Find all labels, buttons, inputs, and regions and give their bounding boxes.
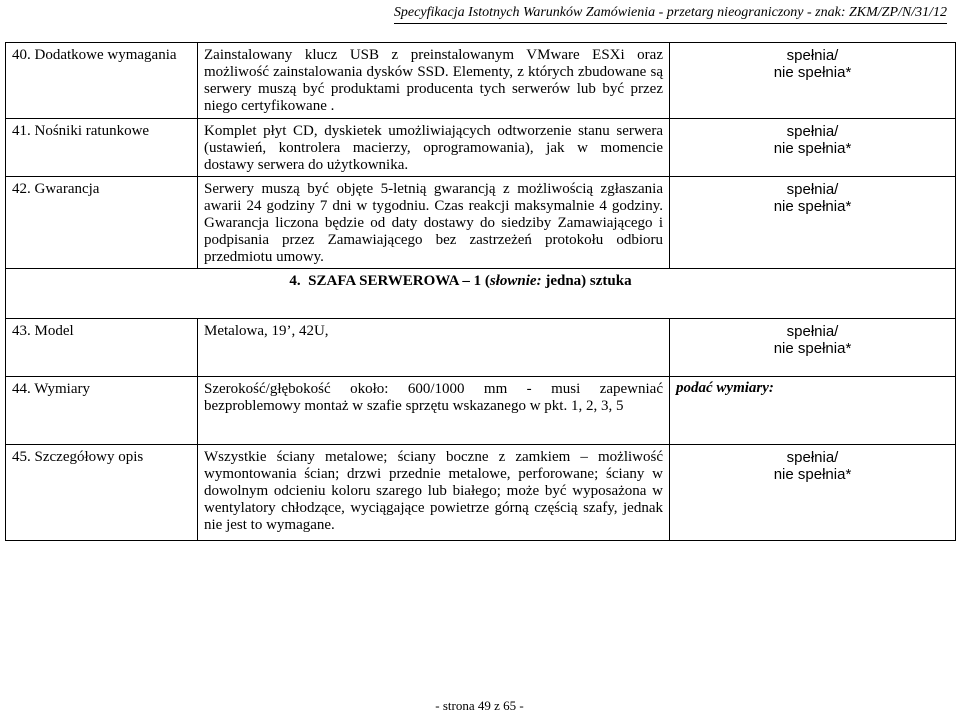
page-number: - strona 49 z 65 -	[435, 698, 524, 713]
table-row	[6, 445, 956, 541]
row-description: Metalowa, 19’, 42U,	[198, 319, 670, 377]
row-label	[6, 319, 198, 377]
status-meets: spełnia/	[786, 47, 839, 64]
row-name: Szczegółowy opis	[34, 449, 144, 465]
row-description: Komplet płyt CD, dyskietek umożliwiających odtworzenie stanu serwera (ustawień, kontrolera macierzy, oprogramowania), jak w momencie dostawy serwera do użytkownika.	[198, 119, 670, 177]
row-number: 43.	[12, 323, 31, 339]
status-not-meets: nie spełnia*	[773, 140, 852, 157]
row-number: 44.	[12, 381, 31, 397]
row-description: Zainstalowany klucz USB z preinstalowanym VMware ESXi oraz możliwość zainstalowania dysków SSD. Elementy, z których zbudowane są serwery muszą być produktami producenta tych serwerów lub być przez niego certyfikowane .	[198, 43, 670, 119]
table-row	[6, 319, 956, 377]
status-not-meets: nie spełnia*	[773, 466, 852, 483]
compliance-cell	[670, 445, 956, 541]
row-name: Model	[34, 323, 74, 339]
compliance-cell	[670, 319, 956, 377]
row-number: 45.	[12, 449, 31, 465]
section-name: SZAFA SERWEROWA – 1 (	[308, 273, 490, 289]
section-number: 4.	[289, 273, 301, 289]
section-heading	[6, 269, 956, 319]
status-meets: spełnia/	[786, 123, 839, 140]
row-label	[6, 177, 198, 269]
section-slownie: słownie:	[489, 273, 542, 289]
specification-table-container	[5, 42, 955, 541]
row-number: 40.	[12, 47, 31, 63]
row-description: Szerokość/głębokość około: 600/1000 mm - musi zapewniać bezproblemowy montaż w szafie sprzętu wskazanego w pkt. 1, 2, 3, 5	[198, 377, 670, 445]
row-label	[6, 43, 198, 119]
table-row	[6, 43, 956, 119]
row-name: Nośniki ratunkowe	[34, 123, 150, 139]
row-name: Gwarancja	[34, 181, 100, 197]
row-label	[6, 445, 198, 541]
status-meets: spełnia/	[786, 323, 839, 340]
row-label	[6, 119, 198, 177]
row-description: Serwery muszą być objęte 5-letnią gwarancją z możliwością zgłaszania awarii 24 godziny 7 dni w tygodniu. Czas reakcji maksymalnie 4 godziny. Gwarancja liczona będzie od daty dostawy do siedziby Zamawiającego i podpisania przez Zamawiającego bez zastrzeżeń protokołu odbioru przedmiotu umowy.	[198, 177, 670, 269]
specification-table	[5, 42, 956, 541]
row-description: Wszystkie ściany metalowe; ściany boczne z zamkiem – możliwość wymontowania ścian; drzwi przednie metalowe, perforowane; ściany w dowolnym odcieniu koloru szarego lub białego; może być wyposażona w wentylatory chłodzące, wyciągające powietrze górną częścią szafy, jednak nie jest to wymagane.	[198, 445, 670, 541]
section-row	[6, 269, 956, 319]
compliance-cell	[670, 119, 956, 177]
status-not-meets: nie spełnia*	[773, 64, 852, 81]
table-row	[6, 377, 956, 445]
section-count: jedna) sztuka	[541, 273, 632, 289]
status-meets: spełnia/	[786, 181, 839, 198]
row-number: 41.	[12, 123, 31, 139]
status-not-meets: nie spełnia*	[773, 198, 852, 215]
row-number: 42.	[12, 181, 31, 197]
row-name: Dodatkowe wymagania	[34, 47, 177, 63]
compliance-cell	[670, 177, 956, 269]
section-title	[289, 273, 631, 289]
row-name: Wymiary	[34, 381, 90, 397]
table-row	[6, 119, 956, 177]
document-header: Specyfikacja Istotnych Warunków Zamówienia - przetarg nieograniczony - znak: ZKM/ZP/N/31/12	[394, 5, 947, 24]
status-not-meets: nie spełnia*	[773, 340, 852, 357]
row-label	[6, 377, 198, 445]
status-meets: spełnia/	[786, 449, 839, 466]
compliance-cell	[670, 43, 956, 119]
provide-dimensions-label: podać wymiary:	[676, 380, 774, 396]
table-row	[6, 177, 956, 269]
compliance-cell	[670, 377, 956, 445]
